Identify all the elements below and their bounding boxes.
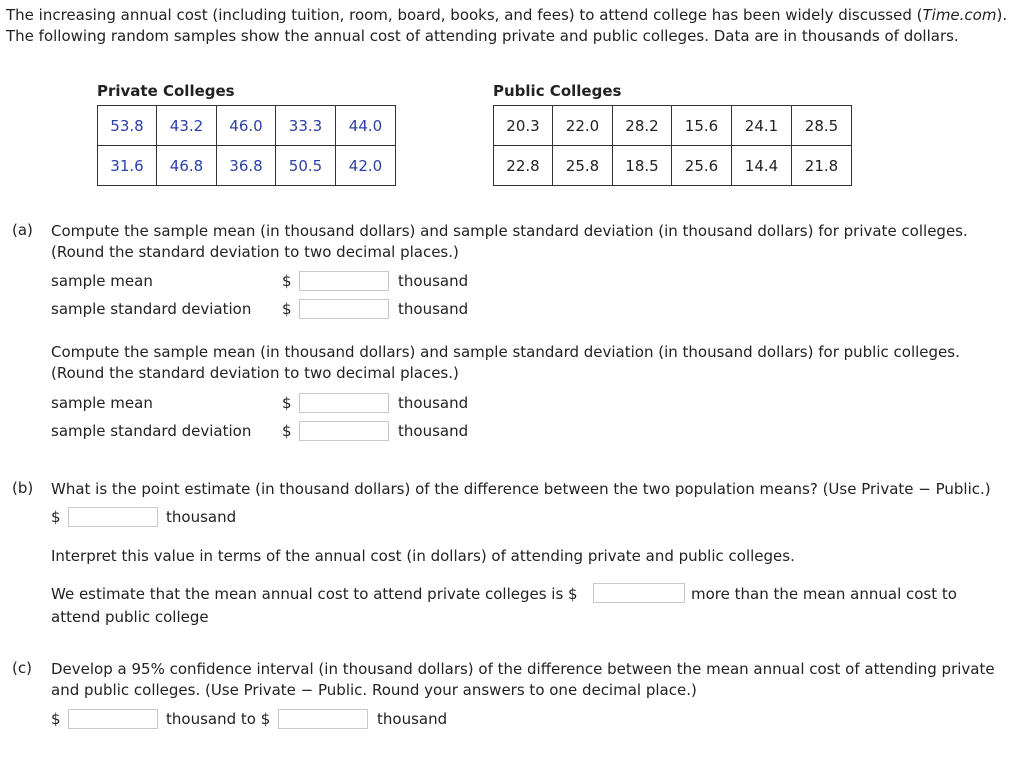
estimate-sentence-end: more than the mean annual cost to — [691, 585, 957, 603]
table-cell: 28.2 — [613, 106, 672, 146]
table-cell: 14.4 — [732, 146, 792, 186]
dollar-sign: $ — [282, 394, 292, 412]
public-table-title: Public Colleges — [493, 82, 622, 100]
table-row — [98, 106, 396, 146]
table-cell: 18.5 — [613, 146, 672, 186]
question-line: and public colleges. (Use Private − Public. Round your answers to one decimal place.) — [51, 681, 697, 699]
private-mean-label: sample mean — [51, 272, 153, 290]
part-c-letter: (c) — [12, 659, 32, 677]
part-b-interpret: Interpret this value in terms of the annual cost (in dollars) of attending private and public colleges. — [51, 547, 795, 565]
dollar-sign: $ — [282, 272, 292, 290]
ci-to-label: thousand to $ — [166, 710, 271, 728]
private-table-title: Private Colleges — [97, 82, 235, 100]
question-line: (Round the standard deviation to two decimal places.) — [51, 364, 459, 382]
table-cell: 24.1 — [732, 106, 792, 146]
table-cell: 28.5 — [792, 106, 852, 146]
part-b-letter: (b) — [12, 479, 34, 497]
table-row — [494, 146, 852, 186]
unit-label: thousand — [166, 508, 237, 526]
table-cell: 43.2 — [157, 106, 217, 146]
table-cell: 15.6 — [672, 106, 732, 146]
public-mean-input[interactable] — [299, 393, 389, 413]
table-cell: 31.6 — [98, 146, 157, 186]
unit-label: thousand — [398, 300, 469, 318]
table-cell: 53.8 — [98, 106, 157, 146]
table-cell: 25.8 — [553, 146, 613, 186]
table-row — [494, 106, 852, 146]
question-line: (Round the standard deviation to two decimal places.) — [51, 243, 459, 261]
public-table — [493, 105, 852, 186]
table-cell: 22.0 — [553, 106, 613, 146]
dollar-sign: $ — [282, 422, 292, 440]
dollar-sign: $ — [282, 300, 292, 318]
unit-label: thousand — [377, 710, 448, 728]
public-mean-label: sample mean — [51, 394, 153, 412]
private-sd-input[interactable] — [299, 299, 389, 319]
private-sd-label: sample standard deviation — [51, 300, 252, 318]
ci-lower-input[interactable] — [68, 709, 158, 729]
part-a-question-public — [51, 342, 960, 384]
table-cell: 36.8 — [217, 146, 276, 186]
table-cell: 20.3 — [494, 106, 553, 146]
intro-text-start: The increasing annual cost (including tuition, room, board, books, and fees) to attend college has been widely discussed ( — [6, 6, 923, 24]
question-line: Compute the sample mean (in thousand dollars) and sample standard deviation (in thousand dollars) for public colleges. — [51, 343, 960, 361]
source-citation: Time.com — [922, 6, 997, 24]
table-cell: 46.8 — [157, 146, 217, 186]
question-line: Compute the sample mean (in thousand dollars) and sample standard deviation (in thousand dollars) for private colleges. — [51, 222, 968, 240]
table-cell: 46.0 — [217, 106, 276, 146]
point-estimate-input[interactable] — [68, 507, 158, 527]
table-cell: 25.6 — [672, 146, 732, 186]
part-a-question-private — [51, 221, 968, 263]
estimate-sentence-start: We estimate that the mean annual cost to attend private colleges is $ — [51, 585, 578, 603]
table-row — [98, 146, 396, 186]
table-cell: 44.0 — [336, 106, 396, 146]
ci-upper-input[interactable] — [278, 709, 368, 729]
private-table — [97, 105, 396, 186]
table-cell: 22.8 — [494, 146, 553, 186]
question-line: Develop a 95% confidence interval (in thousand dollars) of the difference between the mean annual cost of attending private — [51, 660, 995, 678]
part-b-question: What is the point estimate (in thousand dollars) of the difference between the two population means? (Use Private − Public.) — [51, 480, 991, 498]
table-cell: 21.8 — [792, 146, 852, 186]
unit-label: thousand — [398, 272, 469, 290]
intro-text-end: ). The following random samples show the annual cost of attending private and public colleges. Data are in thousands of dollars. — [6, 6, 1008, 45]
part-a-letter: (a) — [12, 221, 33, 239]
table-cell: 33.3 — [276, 106, 336, 146]
unit-label: thousand — [398, 422, 469, 440]
unit-label: thousand — [398, 394, 469, 412]
dollar-sign: $ — [51, 710, 61, 728]
private-mean-input[interactable] — [299, 271, 389, 291]
estimate-sentence-line2: attend public college — [51, 608, 209, 626]
dollar-sign: $ — [51, 508, 61, 526]
part-c-question — [51, 659, 995, 701]
public-sd-input[interactable] — [299, 421, 389, 441]
estimate-difference-input[interactable] — [593, 583, 685, 603]
public-sd-label: sample standard deviation — [51, 422, 252, 440]
problem-intro — [6, 5, 1016, 47]
table-cell: 50.5 — [276, 146, 336, 186]
table-cell: 42.0 — [336, 146, 396, 186]
